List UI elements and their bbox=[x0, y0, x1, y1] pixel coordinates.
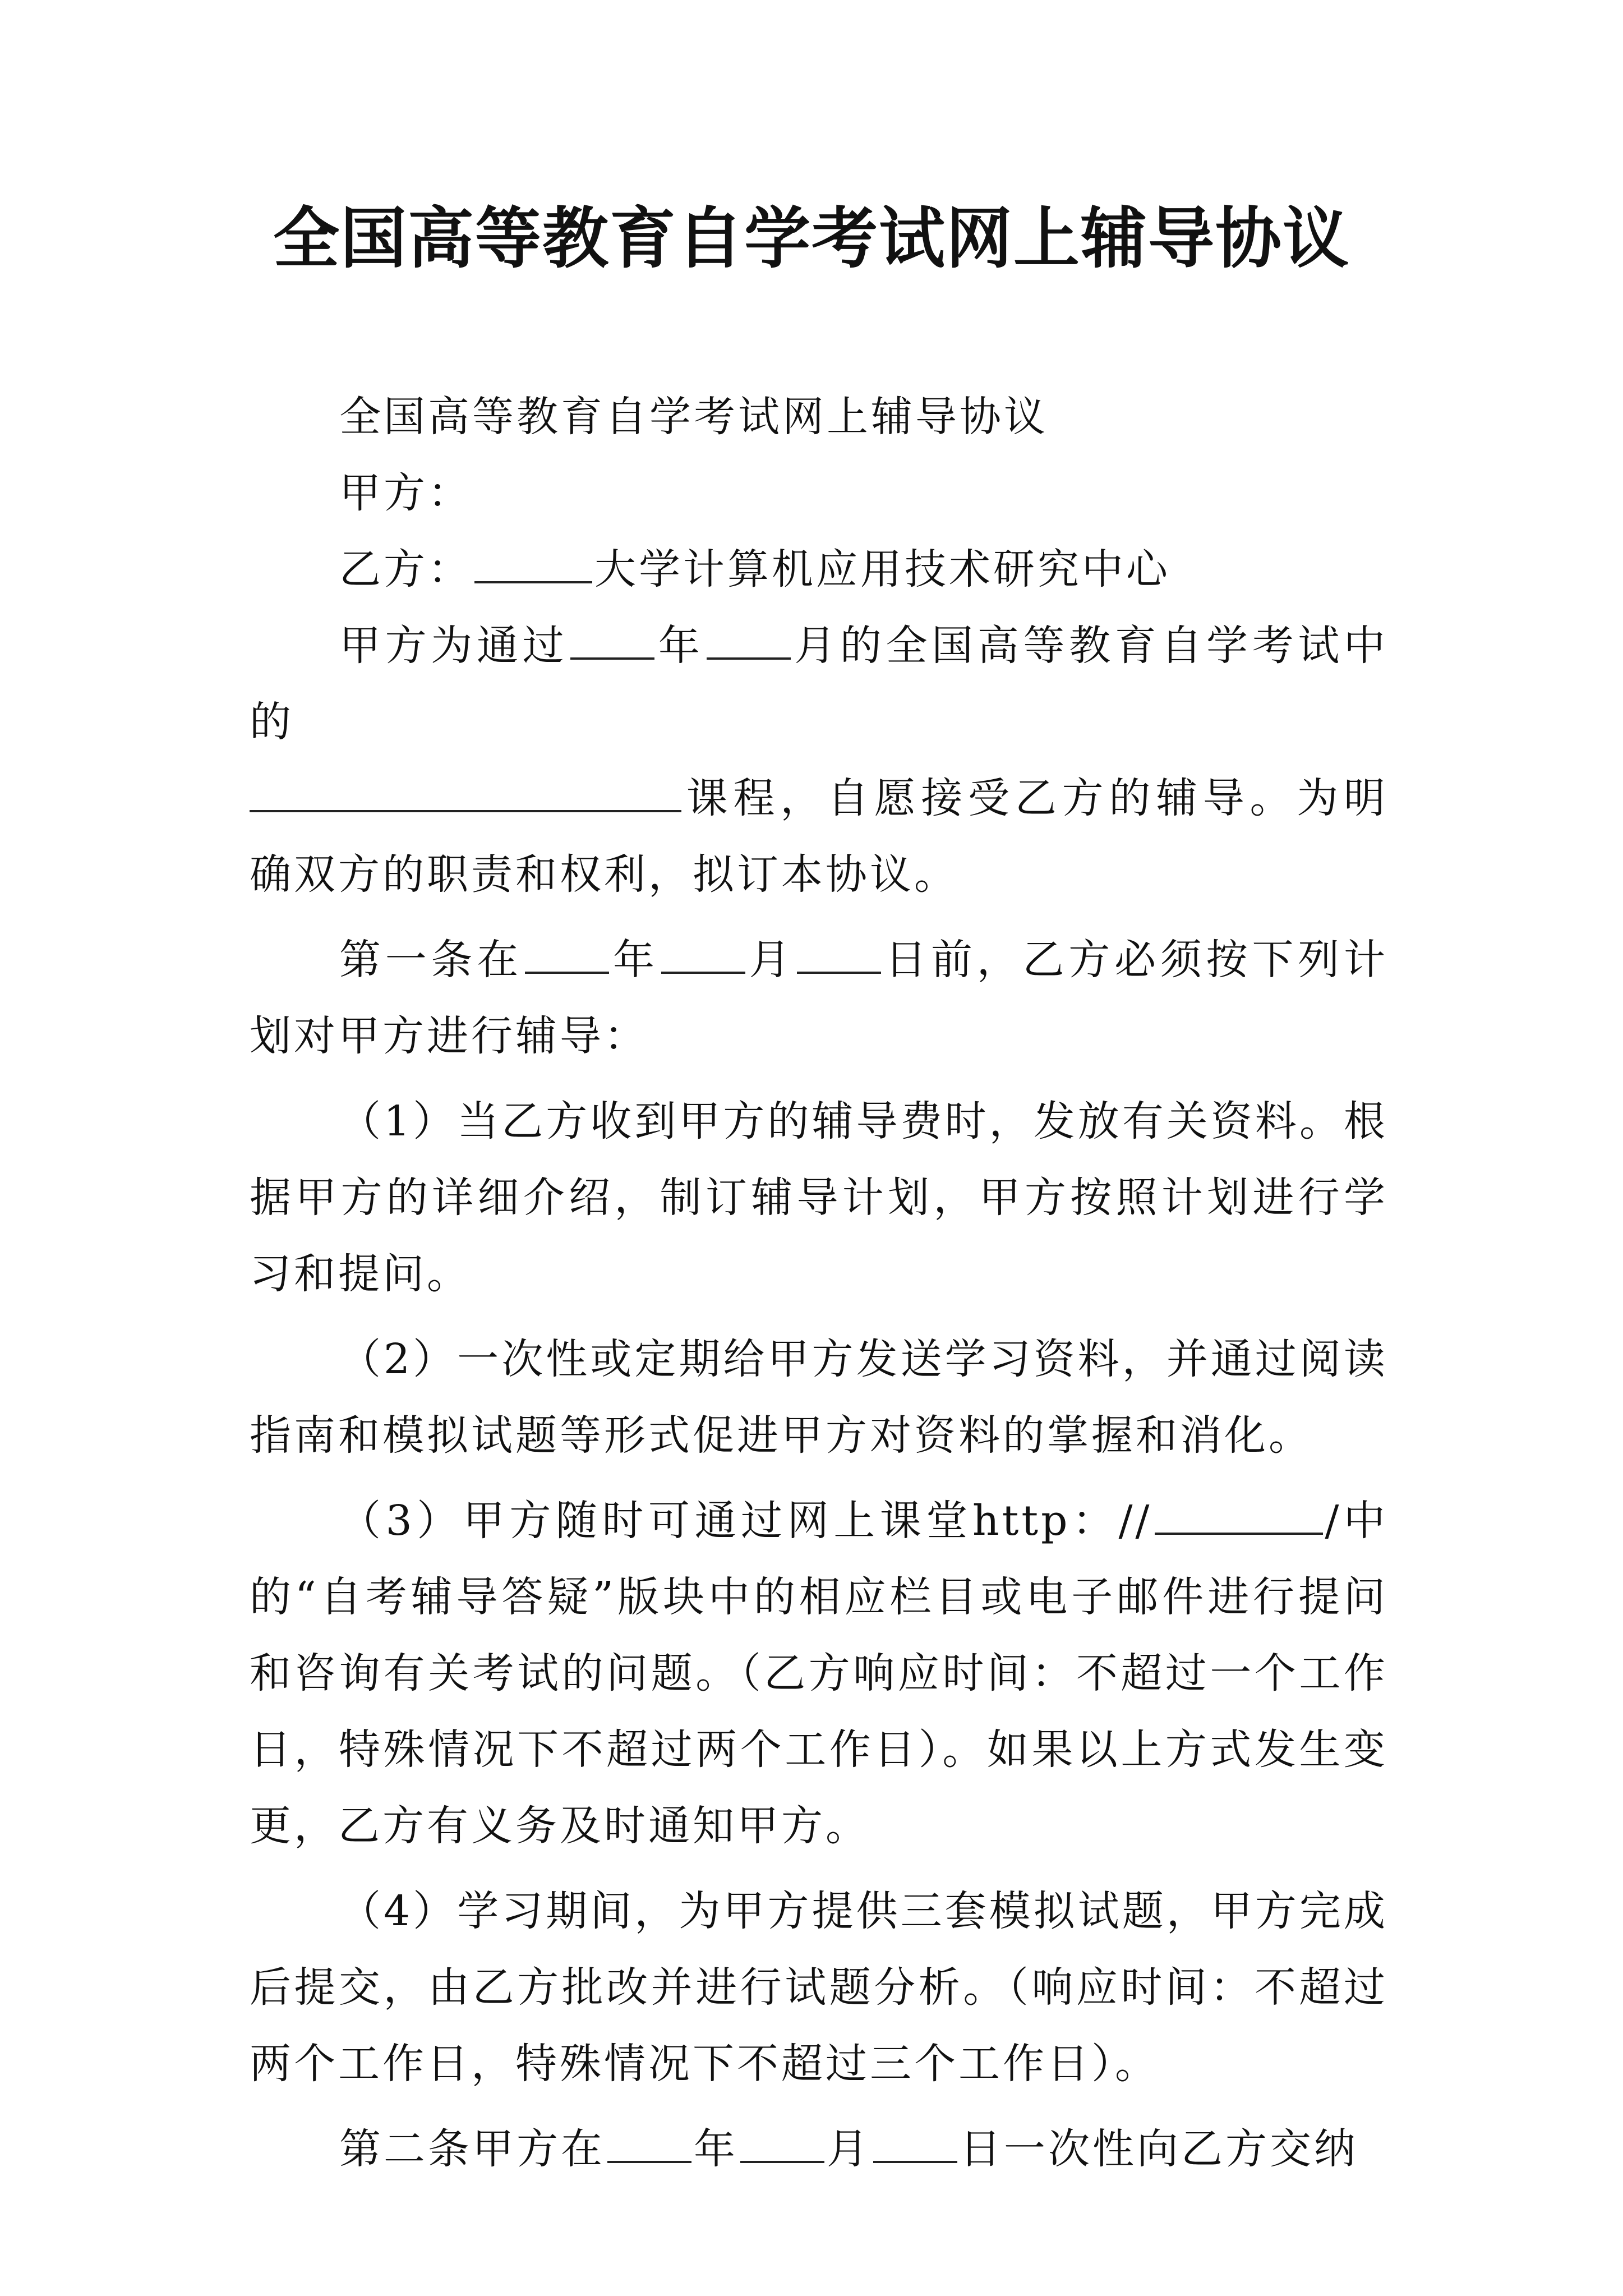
paragraph-item-2: （2）一次性或定期给甲方发送学习资料，并通过阅读指南和模拟试题等形式促进甲方对资料的掌握和消化。 bbox=[250, 1335, 1388, 1460]
blank-url bbox=[1155, 1500, 1323, 1535]
paragraph-text: 月的全国高等教育自学考试中的 bbox=[250, 622, 1389, 746]
paragraph-text: 月 bbox=[827, 2125, 871, 2173]
blank-course bbox=[250, 777, 681, 812]
paragraph-party-a bbox=[250, 455, 1388, 531]
paragraph-text: 日一次性向乙方交纳 bbox=[960, 2125, 1358, 2173]
paragraph-text: 第一条在 bbox=[339, 936, 523, 984]
paragraph-purpose bbox=[250, 608, 1388, 913]
paragraph-article-1 bbox=[250, 922, 1388, 1074]
document-title: 全国高等教育自学考试网上辅导协议 bbox=[273, 199, 1350, 277]
paragraph-text: （3）甲方随时可通过网上课堂http：// bbox=[339, 1497, 1152, 1545]
paragraph-item-3 bbox=[250, 1483, 1388, 1864]
paragraph-text: 月 bbox=[747, 936, 795, 984]
paragraph-heading-repeat bbox=[250, 379, 1388, 455]
party-a-label: 甲方： bbox=[339, 469, 472, 517]
paragraph-text: 全国高等教育自学考试网上辅导协议 bbox=[339, 393, 1048, 441]
paragraph-item-4: （4）学习期间，为甲方提供三套模拟试题，甲方完成后提交，由乙方批改并进行试题分析。（响应时间：不超过两个工作日，特殊情况下不超过三个工作日）。 bbox=[250, 1887, 1388, 2088]
paragraph-text: 年 bbox=[694, 2125, 738, 2173]
paragraph-text: 第二条甲方在 bbox=[339, 2125, 605, 2173]
blank-year bbox=[525, 939, 609, 974]
blank-field bbox=[474, 549, 592, 583]
blank-month bbox=[707, 625, 791, 660]
paragraph-text: 年 bbox=[611, 936, 659, 984]
paragraph-article-2 bbox=[250, 2111, 1388, 2187]
party-b-label: 乙方： bbox=[339, 545, 472, 593]
blank-day bbox=[797, 939, 881, 974]
paragraph-text: 日前，乙方必须按下列计划对甲方进行辅导： bbox=[250, 936, 1389, 1060]
blank-day bbox=[873, 2128, 957, 2163]
paragraph-text: 甲方为通过 bbox=[339, 622, 569, 670]
paragraph-text: 课程，自愿接受乙方的辅导。为明确双方的职责和权利，拟订本协议。 bbox=[250, 774, 1388, 899]
party-b-name: 大学计算机应用技术研究中心 bbox=[594, 545, 1170, 593]
document-body bbox=[250, 379, 1388, 2187]
paragraph-party-b bbox=[250, 531, 1388, 608]
blank-year bbox=[607, 2128, 691, 2163]
paragraph-text: 年 bbox=[657, 622, 704, 670]
paragraph-item-1: （1）当乙方收到甲方的辅导费时，发放有关资料。根据甲方的详细介绍，制订辅导计划，甲方按照计划进行学习和提问。 bbox=[250, 1097, 1388, 1298]
blank-month bbox=[740, 2128, 824, 2163]
blank-year bbox=[570, 625, 654, 660]
paragraph-text: /中的“自考辅导答疑”版块中的相应栏目或电子邮件进行提问和咨询有关考试的问题。（乙方响应时间：不超过一个工作日，特殊情况下不超过两个工作日）。如果以上方式发生变更，乙方有义务及时通知甲方。 bbox=[250, 1497, 1388, 1850]
blank-month bbox=[661, 939, 745, 974]
